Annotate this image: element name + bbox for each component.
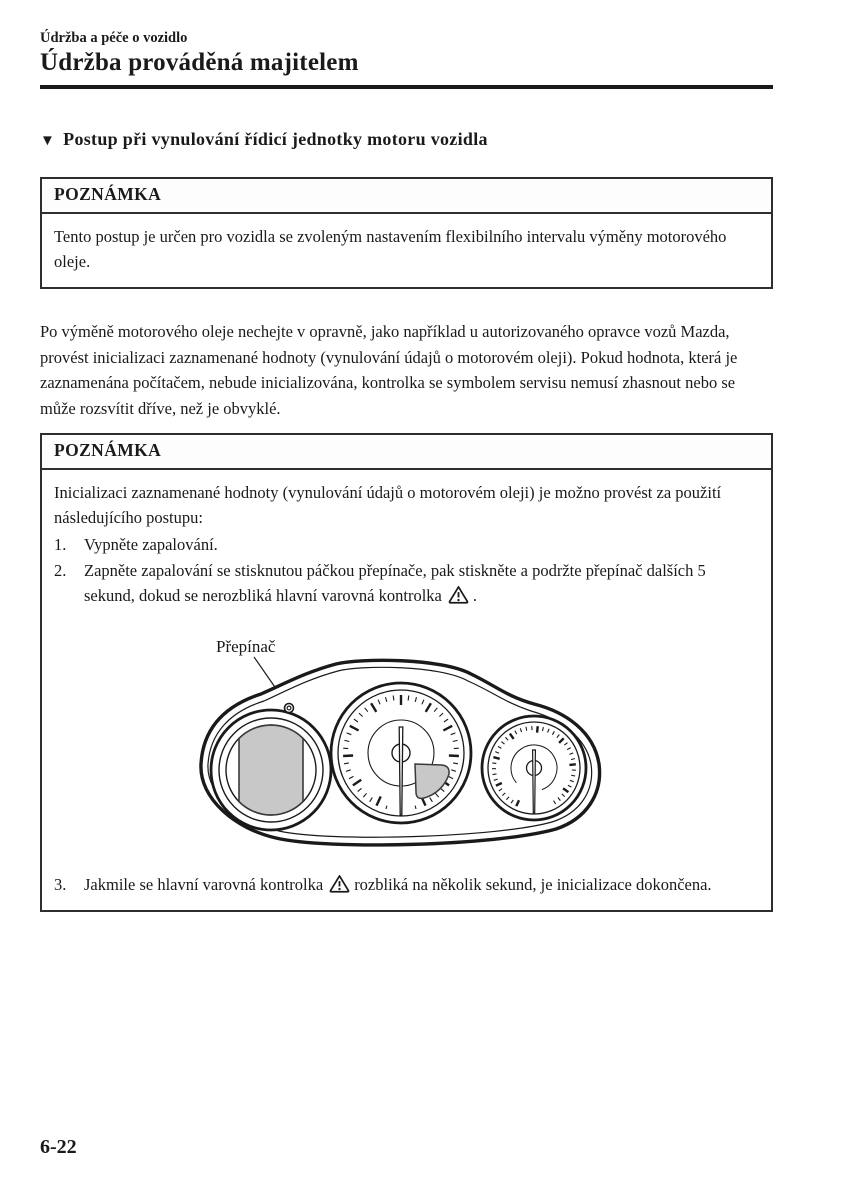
note-box-2 (40, 433, 773, 912)
center-gauge-needle (399, 727, 403, 815)
section-heading (40, 129, 773, 150)
note-1-header: POZNÁMKA (42, 179, 771, 214)
note-box-1 (40, 177, 773, 289)
step-2-number: 2. (54, 561, 67, 580)
instrument-cluster-diagram (166, 624, 636, 856)
callout-label: Přepínač (216, 637, 276, 656)
breadcrumb: Údržba a péče o vozidlo (40, 30, 188, 46)
step-3 (54, 872, 759, 897)
step-3-number: 3. (54, 875, 67, 894)
center-gauge (331, 683, 471, 823)
body-paragraph: Po výměně motorového oleje nechejte v opravně, jako například u autorizovaného opravce vozů Mazda, provést inicializaci zaznamenané hodnoty (vynulování údajů o motorovém oleji). Pokud hodnota, která je zaznamenána počítačem, nebude inicializována, kontrolka se symbolem servisu nemusí zhasnout nebo se může rozsvítit dříve, než je obvyklé. (40, 322, 738, 418)
step-2-text (84, 558, 759, 608)
right-gauge-needle (533, 750, 536, 813)
note-2-header: POZNÁMKA (42, 435, 771, 470)
triangle-marker-icon: ▼ (40, 133, 56, 149)
step-3-text-pre: Jakmile se hlavní varovná kontrolka (84, 875, 324, 894)
page-number: 6-22 (40, 1136, 77, 1158)
lcd-display (239, 725, 303, 815)
note-1-body: Tento postup je určen pro vozidla se zvoleným nastavením flexibilního intervalu výměny motorového oleje. (54, 227, 727, 271)
step-2-text-post: . (472, 586, 477, 605)
warning-triangle-icon (448, 585, 469, 604)
trip-switch-button (285, 704, 294, 713)
step-3-text (84, 872, 759, 897)
section-heading-label: Postup při vynulování řídicí jednotky motoru vozidla (63, 129, 488, 149)
step-2 (54, 558, 759, 608)
page-content (40, 0, 773, 912)
title-divider (40, 85, 773, 89)
step-1-number: 1. (54, 535, 67, 554)
step-3-text-post: rozbliká na několik sekund, je inicializace dokončena. (354, 875, 712, 894)
note-2-body (42, 470, 771, 910)
page-title: Údržba prováděná majitelem (40, 49, 359, 76)
warning-triangle-icon (329, 874, 350, 893)
procedure-steps (54, 532, 759, 897)
step-1-text: Vypněte zapalování. (84, 535, 218, 554)
note-2-intro: Inicializaci zaznamenané hodnoty (vynulování údajů o motorovém oleji) je možno provést za použití následujícího postupu: (54, 483, 722, 527)
right-gauge (482, 716, 586, 820)
left-gauge (211, 710, 331, 830)
step-1 (54, 532, 759, 557)
step-2-text-pre: Zapněte zapalování se stisknutou páčkou přepínače, pak stiskněte a podržte přepínač dalších 5 sekund, dokud se nerozbliká hlavní varovná kontrolka (84, 561, 706, 605)
